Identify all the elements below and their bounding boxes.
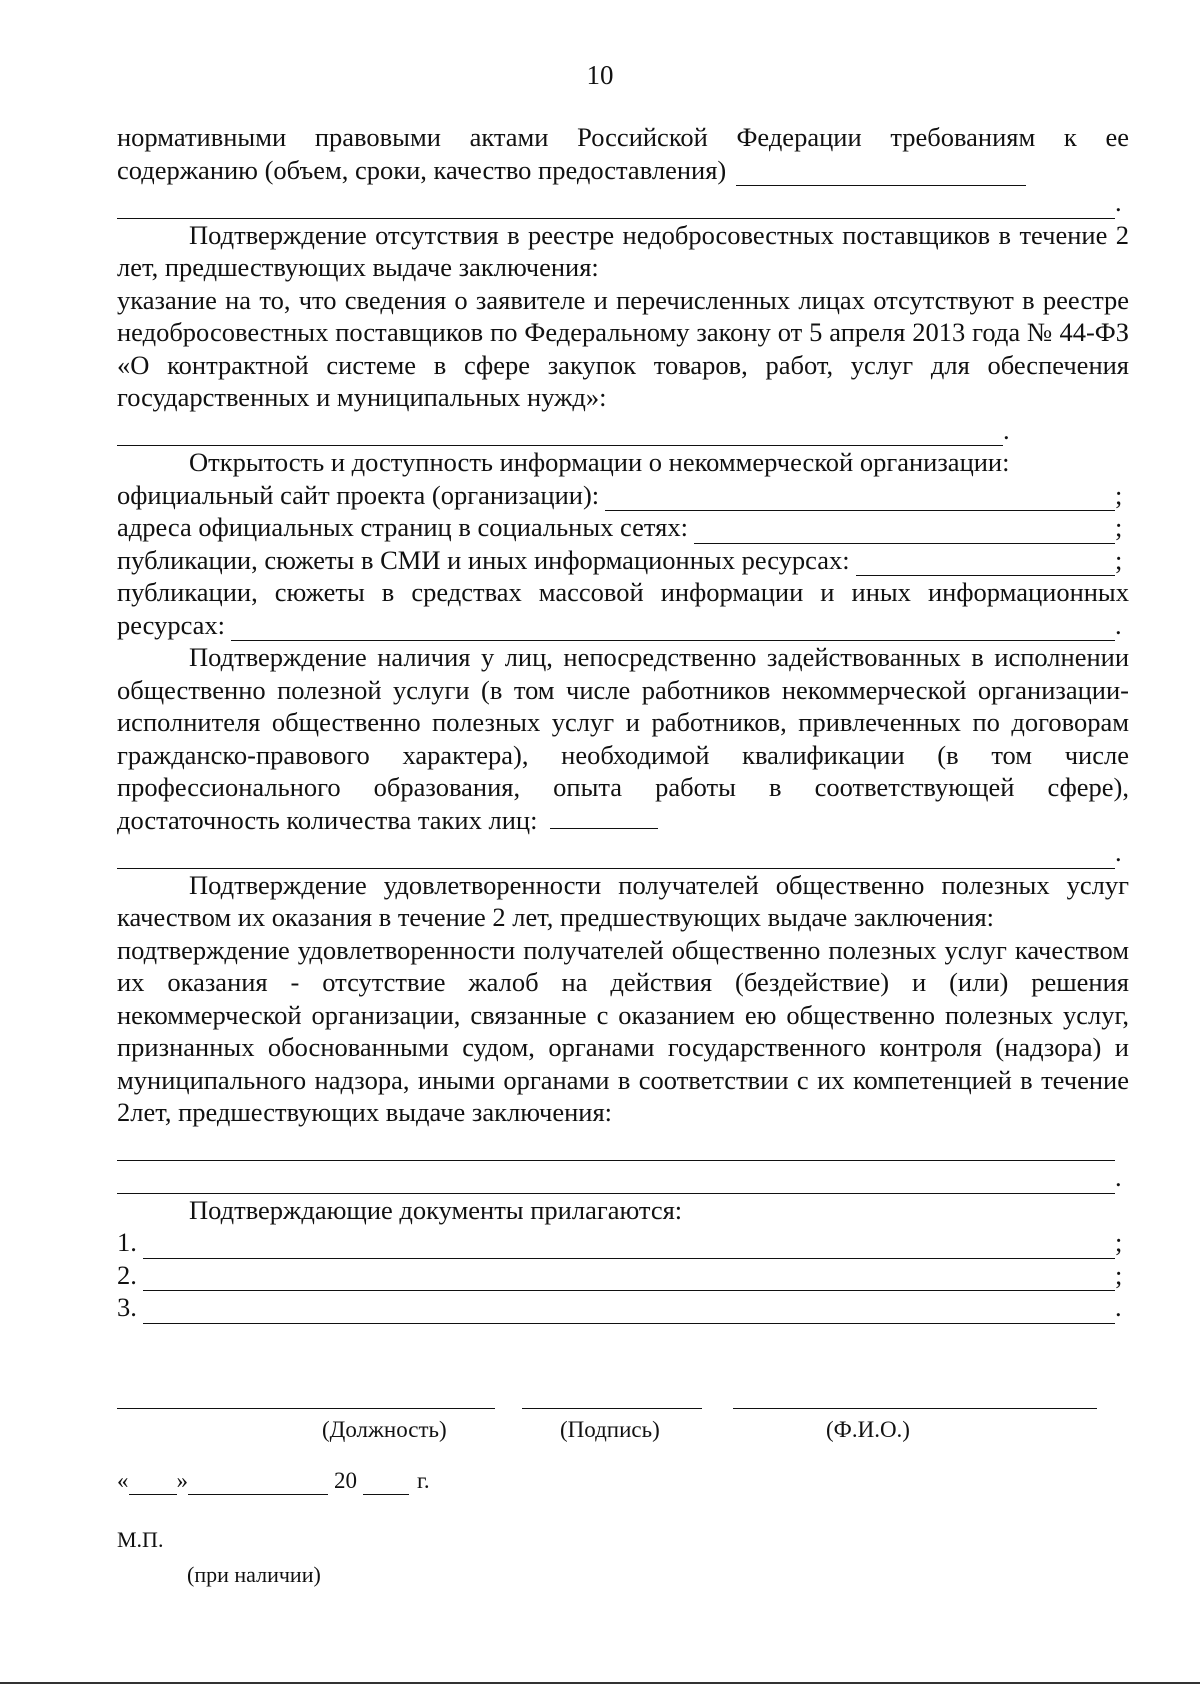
name-caption: (Ф.И.О.) xyxy=(826,1417,910,1442)
mass-media-label: ресурсах: xyxy=(117,609,226,640)
registry-text: указание на то, что сведения о заявителе и перечисленных лицах отсутствуют в реестре недобросовестных поставщиков по Федеральному закону от 5 апреля 2013 года № 44-ФЗ «О контрактной системе в сфере закупок товаров, работ, услуг для обеспечения государственных и муниципальных нужд»: xyxy=(117,284,1129,412)
stamp-label: М.П. xyxy=(117,1527,164,1552)
document-item-field[interactable] xyxy=(143,1266,1115,1291)
qualification-text-body: Подтверждение наличия у лиц, непосредственно задействованных в исполнении общественно полезной услуги (в том числе работников некоммерческой организации-исполнителя общественно полезных услуг и работников, привлеченных по договорам гражданско-правового характера), необходимой квалификации (в том числе профессионального образования, опыта работы в соответствующей сфере), достаточность количества таких лиц: xyxy=(117,642,1129,835)
social-label: адреса официальных страниц в социальных сетях: xyxy=(117,512,688,542)
intro-line-2 xyxy=(117,154,1129,187)
page-number: 10 xyxy=(586,60,614,90)
site-row: официальный сайт проекта (организации): ; xyxy=(117,479,1123,510)
date-row xyxy=(117,1467,430,1495)
year-prefix: 20 xyxy=(334,1468,357,1493)
registry-heading: Подтверждение отсутствия в реестре недобросовестных поставщиков в течение 2 лет, предшествующих выдаче заключения: xyxy=(117,219,1129,282)
media-blank-field[interactable] xyxy=(856,551,1115,576)
qualification-blank-field[interactable] xyxy=(550,804,658,829)
document-item-number: 3. xyxy=(117,1292,137,1322)
documents-heading: Подтверждающие документы прилагаются: xyxy=(189,1194,683,1225)
intro-line-1: нормативными правовыми актами Российской Федерации требованиям к ее xyxy=(117,122,1129,152)
document-item-number: 2. xyxy=(117,1259,137,1290)
document-body xyxy=(117,121,1129,1324)
social-row: адреса официальных страниц в социальных сетях: ; xyxy=(117,512,1123,542)
document-item-3: 3. . xyxy=(117,1292,1122,1322)
document-item-1: 1. ; xyxy=(117,1227,1123,1257)
quality-blank-line[interactable]: . xyxy=(117,186,1129,219)
satisfaction-blank-line-1[interactable] xyxy=(117,1129,1129,1162)
document-item-2: 2. ; xyxy=(117,1259,1123,1290)
site-label: официальный сайт проекта (организации): xyxy=(117,479,600,510)
day-field[interactable] xyxy=(129,1474,177,1495)
document-item-number: 1. xyxy=(117,1227,137,1257)
site-blank-field[interactable] xyxy=(605,486,1115,511)
social-blank-field[interactable] xyxy=(694,519,1115,544)
position-line[interactable] xyxy=(117,1408,495,1409)
satisfaction-text: подтверждение удовлетворенности получателей общественно полезных услуг качеством их оказания - отсутствие жалоб на действия (бездействие) и (или) решения некоммерческой организации, связанные с оказанием ею общественно полезных услуг, признанных обоснованными судом, органами государственного контроля (надзора) и муниципального надзора, иными органами в соответствии с их компетенцией в течение 2лет, предшествующих выдаче заключения: xyxy=(117,934,1129,1127)
signature-line[interactable] xyxy=(522,1408,702,1409)
name-line[interactable] xyxy=(733,1408,1097,1409)
stamp-note: (при наличии) xyxy=(187,1562,321,1587)
media-row: публикации, сюжеты в СМИ и иных информационных ресурсах: ; xyxy=(117,544,1123,575)
document-item-field[interactable] xyxy=(143,1299,1115,1324)
mass-media-line-1: публикации, сюжеты в средствах массовой информации и иных информационных xyxy=(117,577,1129,607)
mass-media-row: ресурсах: . xyxy=(117,609,1122,640)
position-caption: (Должность) xyxy=(322,1417,447,1442)
satisfaction-blank-line-2[interactable]: . xyxy=(117,1161,1129,1194)
quality-blank-field[interactable] xyxy=(736,161,1026,186)
media-label: публикации, сюжеты в СМИ и иных информационных ресурсах: xyxy=(117,544,850,575)
mass-media-blank-field[interactable] xyxy=(231,616,1115,641)
signature-block xyxy=(117,1390,1129,1450)
document-item-field[interactable] xyxy=(143,1234,1115,1259)
year-suffix: г. xyxy=(417,1468,430,1493)
intro-line-2-text: содержанию (объем, сроки, качество предоставления) xyxy=(117,154,727,185)
signature-caption: (Подпись) xyxy=(560,1417,660,1442)
qualification-text xyxy=(117,641,1129,836)
date-open-quote: « xyxy=(117,1468,129,1493)
scan-edge-line xyxy=(0,1682,1200,1684)
qualification-blank-line[interactable]: . xyxy=(117,836,1129,869)
openness-heading: Открытость и доступность информации о некоммерческой организации: xyxy=(189,447,1010,477)
date-close-quote: » xyxy=(176,1468,188,1493)
satisfaction-heading: Подтверждение удовлетворенности получателей общественно полезных услуг качеством их оказания в течение 2 лет, предшествующих выдаче заключения: xyxy=(117,869,1129,932)
registry-blank-line[interactable]: . xyxy=(117,414,1017,447)
month-field[interactable] xyxy=(188,1474,328,1495)
year-field[interactable] xyxy=(363,1474,409,1495)
